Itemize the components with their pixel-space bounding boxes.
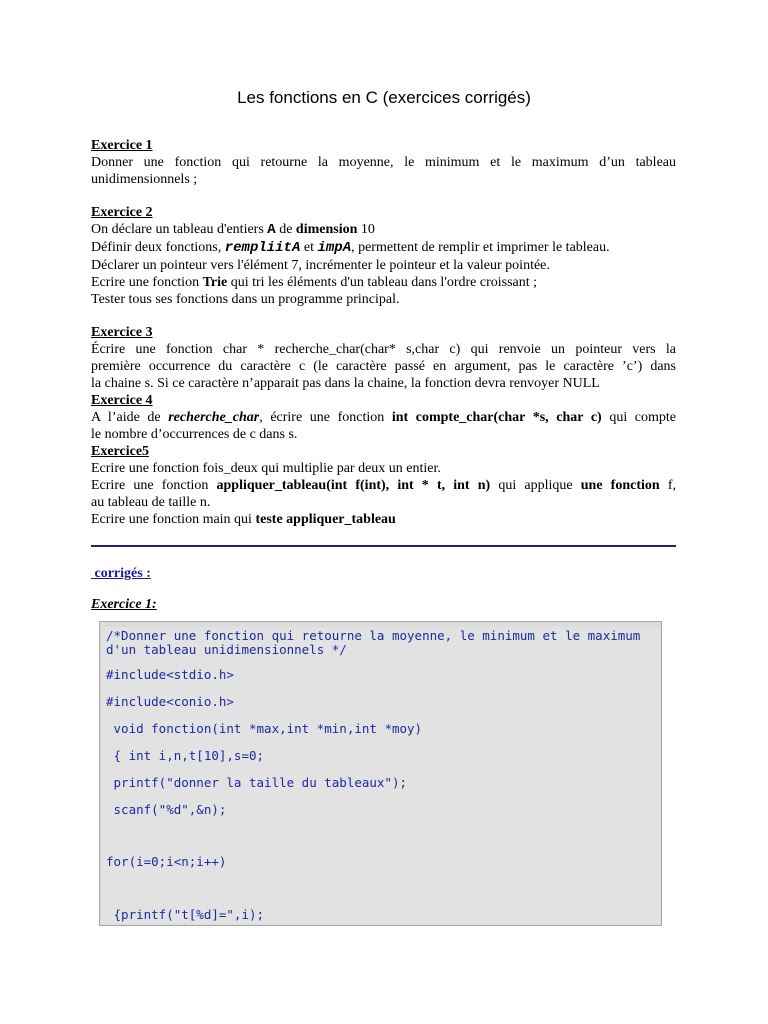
exercise-3-text: la chaine s. Si ce caractère n’apparait pas dans la chaine, la fonction devra renvoyer NULL [91, 376, 600, 391]
code-comment-line: d'un tableau unidimensionnels */ [106, 642, 347, 657]
exercise-2-line: Définir deux fonctions, rempliitA et impA, permettent de remplir et imprimer le tableau. [91, 240, 610, 256]
code-comment-line: /*Donner une fonction qui retourne la moyenne, le minimum et le maximum [106, 628, 641, 643]
page-title: Les fonctions en C (exercices corrigés) [237, 88, 531, 107]
corriges-link[interactable]: corrigés : [91, 566, 151, 581]
exercise-2-line: Déclarer un pointeur vers l'élément 7, incrémenter le pointeur et la valeur pointée. [91, 258, 550, 273]
exercise-5-text: Ecrire une fonction main qui teste appliquer_tableau [91, 512, 396, 527]
exercise-1-text: Donner une fonction qui retourne la moyenne, le minimum et le maximum d’un tableau [91, 155, 676, 170]
code-line: {printf("t[%d]=",i); [106, 907, 265, 922]
section-divider [91, 545, 676, 547]
code-line: #include<stdio.h> [106, 667, 234, 682]
code-line: scanf("%d",&n); [106, 802, 227, 817]
exercise-4-text: le nombre d’occurrences de c dans s. [91, 427, 298, 442]
code-line: #include<conio.h> [106, 694, 234, 709]
exercise-1-text: unidimensionnels ; [91, 172, 198, 187]
exercise-4-text: A l’aide de recherche_char, écrire une fonction int compte_char(char *s, char c) qui compte [91, 410, 677, 425]
exercise-3-text: première occurrence du caractère c (le caractère passé en argument, pas le caractère ’c’) dans [91, 359, 676, 374]
solution-exercise-1-heading: Exercice 1: [91, 597, 157, 612]
exercise-3-heading: Exercice 3 [91, 325, 153, 340]
exercise-4-heading: Exercice 4 [91, 393, 153, 408]
exercises-section [91, 137, 676, 528]
code-line: void fonction(int *max,int *min,int *moy) [106, 721, 423, 736]
exercise-5-heading: Exercice5 [91, 444, 150, 459]
code-line: printf("donner la taille du tableaux"); [106, 775, 408, 790]
exercise-2-line: Tester tous ses fonctions dans un programme principal. [91, 292, 400, 307]
exercise-5-text: au tableau de taille n. [91, 495, 211, 510]
exercise-3-text: Écrire une fonction char * recherche_char(char* s,char c) qui renvoie un pointeur vers la [91, 342, 676, 357]
code-line: { int i,n,t[10],s=0; [106, 748, 265, 763]
exercise-2-line: Ecrire une fonction Trie qui tri les éléments d'un tableau dans l'ordre croissant ; [91, 275, 538, 290]
exercise-1-heading: Exercice 1 [91, 138, 153, 153]
code-line: for(i=0;i<n;i++) [106, 854, 227, 869]
exercise-2-heading: Exercice 2 [91, 205, 153, 220]
exercise-2-line: On déclare un tableau d'entiers A de dimension 10 [91, 222, 375, 238]
exercise-5-text: Ecrire une fonction fois_deux qui multiplie par deux un entier. [91, 461, 441, 476]
exercise-5-text: Ecrire une fonction appliquer_tableau(int f(int), int * t, int n) qui applique une fonction f, [91, 478, 676, 493]
